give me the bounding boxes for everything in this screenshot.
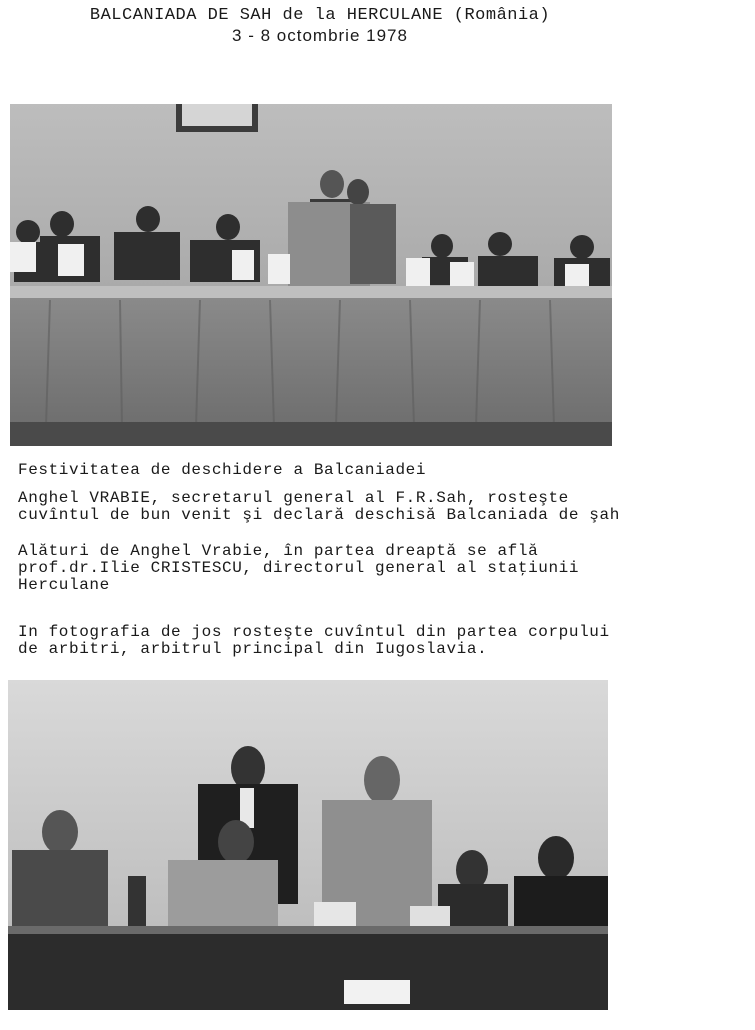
opening-ceremony-photo bbox=[10, 104, 612, 446]
caption-paragraph-2 bbox=[18, 543, 748, 594]
caption-paragraph-3 bbox=[18, 624, 748, 658]
caption-line: In fotografia de jos rosteşte cuvîntul din partea corpului bbox=[18, 624, 610, 641]
caption-line: cuvîntul de bun venit şi declară deschisă Balcaniada de şah bbox=[18, 506, 620, 524]
arbiters-photo bbox=[8, 680, 608, 1010]
opening-ceremony-photo-image bbox=[10, 104, 612, 446]
caption-heading bbox=[18, 462, 748, 479]
date-line: 3 - 8 octombrie 1978 bbox=[232, 26, 408, 45]
caption-heading-text: Festivitatea de deschidere a Balcaniadei bbox=[18, 462, 427, 479]
document-title bbox=[0, 6, 640, 46]
title-line: BALCANIADA DE SAH de la HERCULANE (România) bbox=[89, 6, 551, 25]
caption-paragraph-1 bbox=[18, 490, 748, 524]
caption-line: Alături de Anghel Vrabie, în partea dreaptă se află bbox=[18, 543, 539, 560]
caption-line: de arbitri, arbitrul principal din Iugoslavia. bbox=[18, 640, 488, 658]
arbiters-photo-image bbox=[8, 680, 608, 1010]
caption-line: Herculane bbox=[18, 576, 110, 594]
caption-line: Anghel VRABIE, secretarul general al F.R.Sah, rosteşte bbox=[18, 490, 569, 507]
caption-line: prof.dr.Ilie CRISTESCU, directorul general al staţiunii bbox=[18, 559, 580, 577]
